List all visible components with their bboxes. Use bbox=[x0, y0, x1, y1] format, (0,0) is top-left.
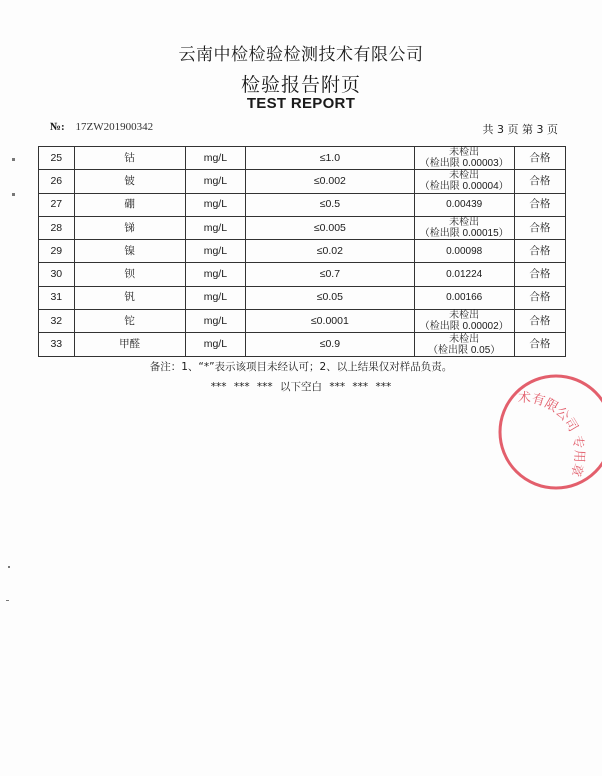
item-result bbox=[414, 240, 514, 263]
row-number: 30 bbox=[39, 263, 75, 286]
result-value: （检出限 0.00002） bbox=[419, 321, 509, 333]
item-result bbox=[414, 286, 514, 309]
item-name: 甲醛 bbox=[74, 333, 185, 356]
page-indicator: 共 3 页 第 3 页 bbox=[482, 123, 558, 136]
report-number-label: №: bbox=[50, 121, 65, 133]
item-judgement: 合格 bbox=[514, 263, 565, 286]
result-value: 0.01224 bbox=[446, 269, 483, 281]
item-result bbox=[414, 193, 514, 216]
result-not-detected: 未检出 bbox=[449, 170, 480, 182]
report-title-cn: 检验报告附页 bbox=[240, 74, 361, 96]
item-name: 钒 bbox=[74, 286, 185, 309]
table-row bbox=[39, 216, 566, 239]
item-limit: ≤0.005 bbox=[246, 216, 415, 239]
scan-speck bbox=[12, 158, 15, 161]
report-number bbox=[50, 121, 153, 133]
scan-speck bbox=[12, 193, 15, 196]
item-name: 钡 bbox=[74, 263, 185, 286]
result-value: （检出限 0.00003） bbox=[419, 158, 509, 170]
item-limit: ≤0.0001 bbox=[246, 310, 415, 333]
row-number: 32 bbox=[39, 310, 75, 333]
item-unit: mg/L bbox=[185, 286, 245, 309]
item-unit: mg/L bbox=[185, 240, 245, 263]
row-number: 27 bbox=[39, 193, 75, 216]
blank-below-marker: *** *** *** 以下空白 *** *** *** bbox=[210, 381, 392, 393]
item-limit: ≤0.7 bbox=[246, 263, 415, 286]
item-name: 镍 bbox=[74, 240, 185, 263]
table-row bbox=[39, 193, 566, 216]
item-name: 锑 bbox=[74, 216, 185, 239]
row-number: 28 bbox=[39, 216, 75, 239]
item-name: 铊 bbox=[74, 310, 185, 333]
item-judgement: 合格 bbox=[514, 240, 565, 263]
result-not-detected: 未检出 bbox=[449, 147, 480, 159]
result-value: 0.00098 bbox=[446, 245, 483, 257]
item-limit: ≤0.002 bbox=[246, 170, 415, 193]
item-result bbox=[414, 263, 514, 286]
item-result bbox=[414, 216, 514, 239]
report-title-en: TEST REPORT bbox=[246, 95, 356, 112]
results-table-body bbox=[39, 147, 566, 357]
result-value: （检出限 0.00004） bbox=[419, 181, 509, 193]
result-not-detected: 未检出 bbox=[449, 333, 480, 345]
row-number: 29 bbox=[39, 240, 75, 263]
item-name: 硼 bbox=[74, 193, 185, 216]
item-result bbox=[414, 310, 514, 333]
item-limit: ≤0.02 bbox=[246, 240, 415, 263]
result-value: （检出限 0.00015） bbox=[419, 228, 509, 240]
row-number: 31 bbox=[39, 286, 75, 309]
svg-text:术有限公司 专用章 bbox=[518, 390, 587, 479]
item-unit: mg/L bbox=[185, 147, 245, 170]
table-row bbox=[39, 333, 566, 356]
item-judgement: 合格 bbox=[514, 310, 565, 333]
table-row bbox=[39, 240, 566, 263]
item-judgement: 合格 bbox=[514, 286, 565, 309]
item-result bbox=[414, 147, 514, 170]
item-limit: ≤0.9 bbox=[246, 333, 415, 356]
scan-speck bbox=[8, 566, 10, 568]
seal-text: 术有限公司 专用章 bbox=[517, 390, 587, 479]
item-unit: mg/L bbox=[185, 333, 245, 356]
table-row bbox=[39, 310, 566, 333]
scan-speck bbox=[6, 600, 9, 601]
item-limit: ≤1.0 bbox=[246, 147, 415, 170]
item-judgement: 合格 bbox=[514, 333, 565, 356]
item-limit: ≤0.5 bbox=[246, 193, 415, 216]
row-number: 33 bbox=[39, 333, 75, 356]
item-unit: mg/L bbox=[185, 310, 245, 333]
item-judgement: 合格 bbox=[514, 193, 565, 216]
result-not-detected: 未检出 bbox=[449, 217, 480, 229]
table-row bbox=[39, 286, 566, 309]
official-seal-stamp bbox=[488, 372, 602, 492]
item-unit: mg/L bbox=[185, 193, 245, 216]
result-value: 0.00166 bbox=[446, 292, 483, 304]
item-name: 钴 bbox=[74, 147, 185, 170]
report-number-value: 17ZW201900342 bbox=[75, 121, 154, 133]
item-result bbox=[414, 333, 514, 356]
result-not-detected: 未检出 bbox=[449, 310, 480, 322]
item-result bbox=[414, 170, 514, 193]
table-row bbox=[39, 263, 566, 286]
remark-note: 备注：1、“*”表示该项目未经认可；2、以上结果仅对样品负责。 bbox=[149, 361, 453, 373]
item-judgement: 合格 bbox=[514, 170, 565, 193]
table-row bbox=[39, 147, 566, 170]
item-unit: mg/L bbox=[185, 216, 245, 239]
row-number: 26 bbox=[39, 170, 75, 193]
result-value: 0.00439 bbox=[446, 199, 483, 211]
results-table bbox=[38, 146, 566, 357]
company-name: 云南中检检验检测技术有限公司 bbox=[178, 45, 424, 65]
item-unit: mg/L bbox=[185, 170, 245, 193]
item-judgement: 合格 bbox=[514, 147, 565, 170]
item-judgement: 合格 bbox=[514, 216, 565, 239]
item-unit: mg/L bbox=[185, 263, 245, 286]
result-value: （检出限 0.05） bbox=[428, 344, 501, 356]
item-name: 铍 bbox=[74, 170, 185, 193]
table-row bbox=[39, 170, 566, 193]
item-limit: ≤0.05 bbox=[246, 286, 415, 309]
row-number: 25 bbox=[39, 147, 75, 170]
